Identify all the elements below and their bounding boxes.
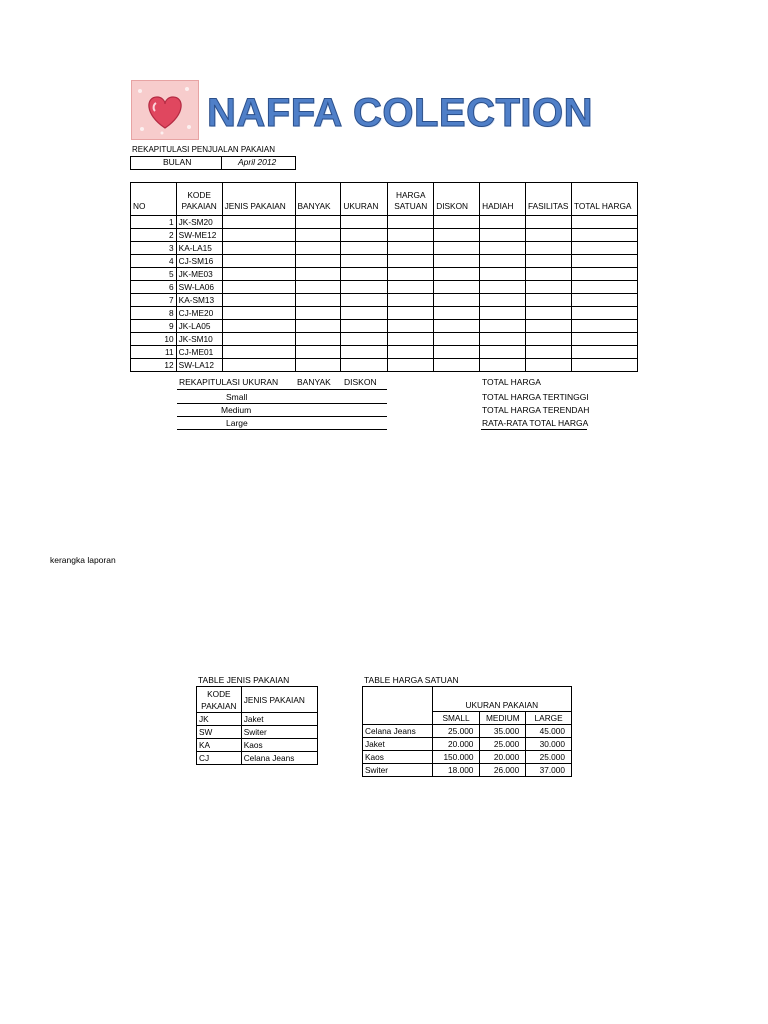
table-row: Jaket 20.000 25.000 30.000 [363, 738, 572, 751]
jenis-table [196, 686, 318, 765]
table-row: 12 SW-LA12 [131, 359, 638, 372]
table-row: CJ Celana Jeans [197, 752, 318, 765]
table-row: 7 KA-SM13 [131, 294, 638, 307]
table-row: 1 JK-SM20 [131, 216, 638, 229]
col-harga: HARGA SATUAN [388, 183, 434, 216]
ukuran-group-header: UKURAN PAKAIAN [432, 687, 571, 712]
bulan-value: April 2012 [238, 157, 277, 167]
col-hadiah: HADIAH [480, 183, 526, 216]
table-jenis-title: TABLE JENIS PAKAIAN [198, 675, 290, 685]
col-fasilitas: FASILITAS [525, 183, 571, 216]
heart-icon [132, 81, 198, 139]
table-row: 9 JK-LA05 [131, 320, 638, 333]
col-banyak: BANYAK [295, 183, 341, 216]
col-total: TOTAL HARGA [571, 183, 637, 216]
table-row: 11 CJ-ME01 [131, 346, 638, 359]
table-row: 2 SW-ME12 [131, 229, 638, 242]
table-row: Switer 18.000 26.000 37.000 [363, 764, 572, 777]
table-row: 10 JK-SM10 [131, 333, 638, 346]
total-tertinggi-label: TOTAL HARGA TERTINGGI [482, 392, 589, 402]
rekap-title: REKAPITULASI UKURAN [179, 377, 279, 387]
col-diskon: DISKON [434, 183, 480, 216]
col-ukuran: UKURAN [341, 183, 388, 216]
rata-rata-label: RATA-RATA TOTAL HARGA [482, 418, 589, 428]
table-header-row: SMALL MEDIUM LARGE [363, 712, 572, 725]
rekap-size-small: Small [226, 392, 248, 402]
table-row: SW Switer [197, 726, 318, 739]
col-no: NO [131, 183, 177, 216]
table-header-row: KODE PAKAIAN JENIS PAKAIAN [197, 687, 318, 713]
rekap-banyak: BANYAK [297, 377, 331, 387]
table-row: 6 SW-LA06 [131, 281, 638, 294]
table-row: KA Kaos [197, 739, 318, 752]
rekap-diskon: DISKON [344, 377, 377, 387]
table-row: 3 KA-LA15 [131, 242, 638, 255]
sales-table [130, 182, 638, 372]
kerangka-label: kerangka laporan [50, 555, 116, 565]
table-row: Celana Jeans 25.000 35.000 45.000 [363, 725, 572, 738]
table-row: 5 JK-ME03 [131, 268, 638, 281]
report-title: REKAPITULASI PENJUALAN PAKAIAN [132, 145, 276, 154]
rekap-size-large: Large [226, 418, 248, 428]
bulan-label: BULAN [163, 157, 192, 167]
col-jenis: JENIS PAKAIAN [222, 183, 295, 216]
harga-table [362, 686, 572, 777]
rekap-size-medium: Medium [221, 405, 252, 415]
table-row: Kaos 150.000 20.000 25.000 [363, 751, 572, 764]
col-kode: KODE PAKAIAN [176, 183, 222, 216]
table-row: 4 CJ-SM16 [131, 255, 638, 268]
total-terendah-label: TOTAL HARGA TERENDAH [482, 405, 590, 415]
table-row: JK Jaket [197, 713, 318, 726]
table-harga-title: TABLE HARGA SATUAN [364, 675, 459, 685]
total-harga-label: TOTAL HARGA [482, 377, 541, 387]
table-header-row [131, 183, 638, 216]
logo-image [131, 80, 199, 140]
brand-title: NAFFA COLECTION [207, 91, 593, 135]
table-row: 8 CJ-ME20 [131, 307, 638, 320]
